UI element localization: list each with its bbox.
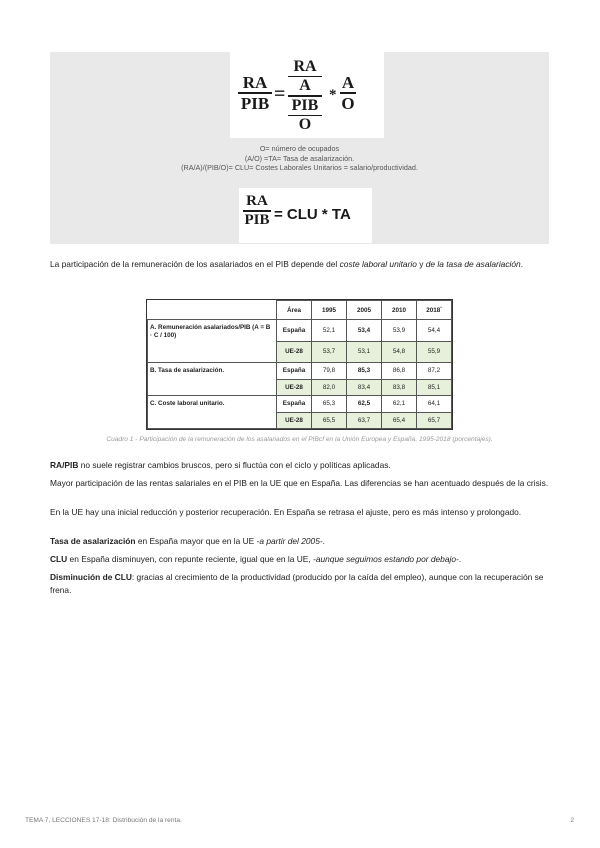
definition-line: O= número de ocupados bbox=[259, 144, 340, 153]
equals-sign: = bbox=[274, 83, 286, 105]
lhs-denominator: PIB bbox=[240, 94, 270, 113]
area-cell: UE-28 bbox=[277, 341, 312, 363]
value-cell: 53,9 bbox=[382, 320, 417, 342]
value-cell: 52,1 bbox=[312, 320, 347, 342]
inner-top-numerator: RA bbox=[293, 58, 317, 75]
page-number: 2 bbox=[570, 817, 574, 824]
value-cell: 85,1 bbox=[417, 379, 452, 395]
table-header-row bbox=[148, 301, 452, 320]
value-cell: 65,7 bbox=[417, 412, 452, 429]
definition-line: (RA/A)/(PIB/O)= CLU= Costes Laborales Unitarios = salario/productividad. bbox=[181, 163, 418, 173]
value-cell: 65,3 bbox=[312, 396, 347, 412]
paragraph-disminucion-clu: Disminución de CLU: gracias al crecimiento de la productividad (producido por la caída del empleo), aunque con la recuperación se frena. bbox=[50, 572, 544, 595]
paragraph-clu: CLU en España disminuyen, con repunte reciente, igual que en la UE, -aunque seguimos estando por debajo-. bbox=[50, 554, 462, 564]
value-cell: 54,8 bbox=[382, 341, 417, 363]
value-cell: 83,4 bbox=[347, 379, 382, 395]
table-row bbox=[148, 363, 452, 379]
paragraph-ra-pib: RA/PIB no suele registrar cambios bruscos, pero si fluctúa con el ciclo y políticas aplicadas. bbox=[50, 460, 391, 470]
group-label: C. Coste laboral unitario. bbox=[148, 396, 277, 429]
paragraph-ajuste: En la UE hay una inicial reducción y posterior recuperación. En España se retrasa el ajuste, pero es más intenso y prolongado. bbox=[50, 507, 522, 517]
inner-top-denominator: A bbox=[299, 77, 311, 94]
times-sign: * bbox=[329, 87, 337, 103]
header-year: 2005 bbox=[347, 301, 382, 320]
area-cell: España bbox=[277, 320, 312, 342]
header-year: 1995 bbox=[312, 301, 347, 320]
intro-italic-ta: de la tasa de asalariación bbox=[425, 259, 521, 269]
short-lhs-numerator: RA bbox=[246, 193, 268, 209]
value-cell: 86,8 bbox=[382, 363, 417, 379]
paragraph-ue-espana: Mayor participación de las rentas salariales en el PIB en la UE que en España. Las diferencias se han acentuado después de la crisis. bbox=[50, 478, 549, 488]
definition-line: (A/O) =TA= Tasa de asalarización. bbox=[244, 153, 355, 163]
compound-fraction bbox=[288, 59, 322, 133]
group-label: A. Remuneración asalariados/PIB (A = B · C / 100) bbox=[148, 320, 277, 363]
inner-bottom-denominator: O bbox=[298, 116, 312, 133]
lhs-fraction bbox=[238, 74, 272, 112]
value-cell: 65,5 bbox=[312, 412, 347, 429]
short-lhs-fraction bbox=[243, 194, 271, 228]
rhs-numerator: A bbox=[341, 73, 355, 92]
inner-bottom-numerator: PIB bbox=[291, 97, 319, 114]
table-row bbox=[148, 396, 452, 412]
value-cell: 83,8 bbox=[382, 379, 417, 395]
short-lhs-denominator: PIB bbox=[244, 212, 270, 228]
area-cell: UE-28 bbox=[277, 379, 312, 395]
paragraph-tasa-asalarizacion: Tasa de asalarización en España mayor que en la UE -a partir del 2005-. bbox=[50, 536, 325, 546]
value-cell: 85,3 bbox=[347, 363, 382, 379]
main-formula-image bbox=[230, 52, 384, 138]
table-row bbox=[148, 320, 452, 342]
value-cell: 82,0 bbox=[312, 379, 347, 395]
value-cell: 62,5 bbox=[347, 396, 382, 412]
footer-title: TEMA 7, LECCIONES 17-18: Distribución de la renta. bbox=[25, 817, 182, 824]
value-cell: 87,2 bbox=[417, 363, 452, 379]
value-cell: 53,7 bbox=[312, 341, 347, 363]
header-year: 2010 bbox=[382, 301, 417, 320]
lhs-numerator: RA bbox=[242, 73, 268, 92]
header-year: 2018* bbox=[417, 301, 452, 320]
rhs-denominator: O bbox=[341, 94, 355, 113]
data-table bbox=[147, 300, 452, 429]
value-cell: 54,4 bbox=[417, 320, 452, 342]
data-table-image bbox=[146, 299, 453, 430]
formula-definitions bbox=[50, 144, 549, 173]
value-cell: 55,9 bbox=[417, 341, 452, 363]
value-cell: 53,4 bbox=[347, 320, 382, 342]
value-cell: 64,1 bbox=[417, 396, 452, 412]
short-formula-image bbox=[239, 188, 372, 243]
value-cell: 79,8 bbox=[312, 363, 347, 379]
value-cell: 53,1 bbox=[347, 341, 382, 363]
value-cell: 63,7 bbox=[347, 412, 382, 429]
table-caption: Cuadro 1 - Participación de la remuneración de los asalariados en el PIBcf en la Unión Europea y España, 1995-2018 (porcentajes). bbox=[106, 436, 493, 443]
short-rhs: = CLU * TA bbox=[274, 206, 351, 223]
intro-paragraph: La participación de la remuneración de los asalariados en el PIB depende del coste laboral unitario y de la tasa de asalariación. bbox=[50, 259, 524, 269]
value-cell: 62,1 bbox=[382, 396, 417, 412]
area-cell: España bbox=[277, 363, 312, 379]
area-cell: España bbox=[277, 396, 312, 412]
intro-italic-clu: coste laboral unitario bbox=[339, 259, 417, 269]
value-cell: 65,4 bbox=[382, 412, 417, 429]
header-area: Área bbox=[277, 301, 312, 320]
rhs-fraction bbox=[340, 74, 356, 112]
area-cell: UE-28 bbox=[277, 412, 312, 429]
group-label: B. Tasa de asalarización. bbox=[148, 363, 277, 396]
